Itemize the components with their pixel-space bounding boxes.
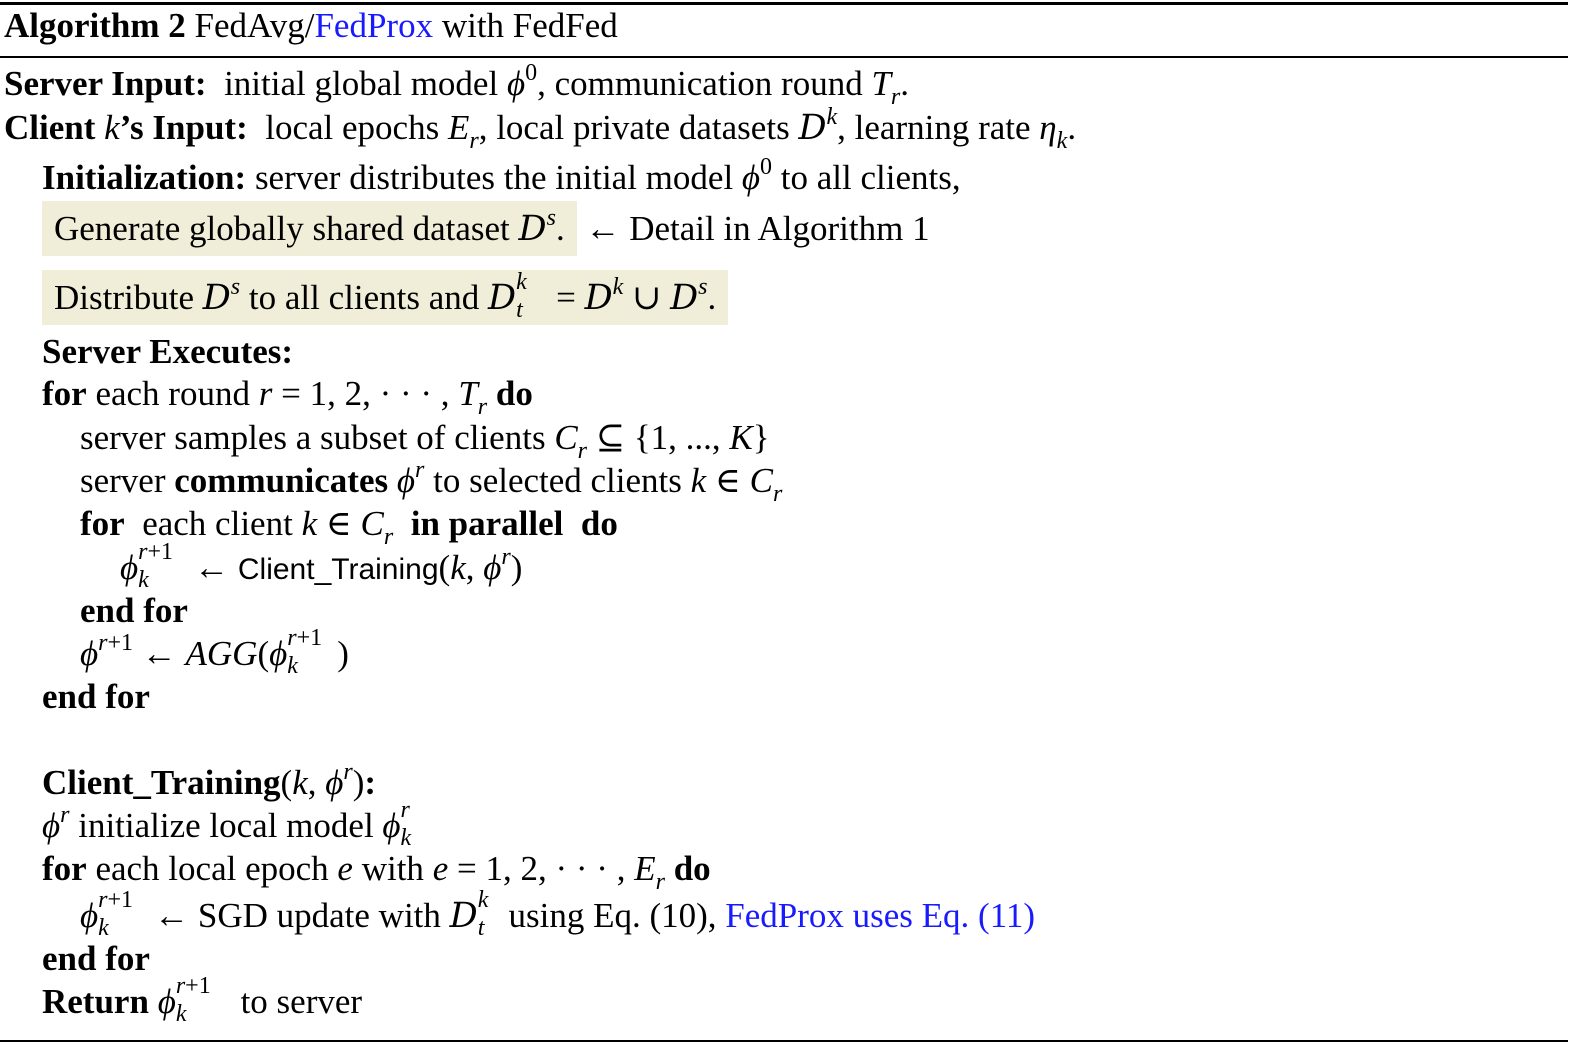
for-round-text: each round	[95, 374, 250, 413]
mid-rule	[0, 56, 1568, 58]
for-keyword: for	[42, 374, 87, 413]
client-training-call: Client_Training	[237, 553, 439, 586]
do-keyword: do	[495, 374, 533, 413]
client-input-line: Client k’s Input: local epochs $E_r$, local private datasets $D^k$, learning rate $\eta_k$.	[4, 104, 1077, 154]
communicate-line: server communicates $\phi^r$ to selected clients k ∈ $C_r$	[80, 457, 783, 507]
server-input-text: initial global model	[224, 64, 499, 103]
for-keyword: for	[42, 849, 87, 888]
top-rule	[0, 2, 1568, 5]
distribute-line	[42, 269, 728, 323]
client-input-label: Client	[4, 108, 96, 147]
communicate-text-c: to selected clients	[433, 461, 682, 500]
client-training-call-line: ϕ r+1 k ← Client_Training(k, $\phi^r$)	[120, 539, 523, 593]
title-suffix: with FedFed	[433, 6, 618, 45]
for-client-line: for each client k ∈ $C_r$ in parallel do	[80, 504, 618, 550]
communicate-keyword: communicates	[174, 461, 389, 500]
title-prefix: FedAvg/	[194, 6, 315, 45]
initialization-label: Initialization:	[42, 158, 247, 197]
sample-text: server samples a subset of clients	[80, 418, 546, 457]
sgd-update-line: ϕ r+1 k ← SGD update with D k t using Eq. (10), FedProx uses Eq. (11)	[80, 887, 1036, 941]
client-input-mid: , local private datasets	[478, 108, 790, 147]
end-for-inner-line	[80, 591, 188, 631]
server-input-label: Server Input:	[4, 64, 207, 103]
generate-highlight: Generate globally shared dataset $D^s$.	[42, 201, 577, 256]
end-for-keyword: end for	[42, 939, 150, 978]
client-training-label: Client_Training	[42, 763, 281, 802]
client-input-text: local epochs	[265, 108, 440, 147]
return-line: Return ϕ r+1 k to server	[42, 973, 363, 1027]
server-input-line: Server Input: initial global model $\phi^0$, communication round $T_r$.	[4, 60, 910, 110]
do-keyword: do	[580, 504, 618, 543]
generate-text: Generate globally shared dataset	[54, 209, 510, 248]
aggregate-line: $\phi^{r+1}$ ← AGG(ϕ r+1 k )	[80, 625, 349, 679]
distribute-text: Distribute	[54, 278, 194, 317]
client-input-label-suffix: ’s Input:	[119, 108, 248, 147]
fedprox-link[interactable]: FedProx	[314, 6, 434, 45]
init-local-text: initialize local model	[78, 806, 374, 845]
return-text: to server	[240, 982, 363, 1021]
generate-comment: ← Detail in Algorithm 1	[585, 209, 930, 248]
communicate-text-a: server	[80, 461, 166, 500]
end-for-outer-line	[42, 677, 150, 717]
initialization-text: server distributes the initial model	[254, 158, 734, 197]
fedprox-equation-link[interactable]: FedProx uses Eq. (11)	[725, 896, 1036, 935]
in-parallel-keyword: in parallel	[410, 504, 564, 543]
sgd-text: ← SGD update with	[154, 896, 441, 935]
for-keyword: for	[80, 504, 125, 543]
bottom-rule	[0, 1040, 1568, 1042]
initialization-line: Initialization: server distributes the initial model $\phi^0$ to all clients,	[42, 154, 961, 197]
with-text: with	[361, 849, 424, 888]
distribute-text-b: to all clients and	[248, 278, 480, 317]
server-executes-line	[42, 332, 293, 372]
end-for-keyword: end for	[80, 591, 188, 630]
sample-line: server samples a subset of clients $C_r$ ⊆ {1, ..., K}	[80, 418, 770, 464]
server-input-rest: , communication round	[537, 64, 863, 103]
for-round-line: for each round r = 1, 2, · · · , $T_r$ do	[42, 374, 533, 420]
for-epoch-text: each local epoch	[95, 849, 329, 888]
generate-line	[42, 205, 930, 253]
initialization-rest: to all clients,	[780, 158, 961, 197]
client-training-header-line: Client_Training(k, $\phi^r$):	[42, 759, 377, 802]
for-epoch-line: for each local epoch e with e = 1, 2, · · · , $E_r$ do	[42, 849, 711, 895]
client-input-rest: , learning rate	[837, 108, 1031, 147]
end-for-epoch-line	[42, 939, 150, 979]
algorithm-number: Algorithm 2	[4, 6, 186, 45]
server-executes-label: Server Executes:	[42, 332, 294, 371]
do-keyword: do	[673, 849, 711, 888]
init-local-line: $\phi^r$ initialize local model ϕ r k	[42, 797, 412, 851]
sgd-using-text: using Eq. (10),	[508, 896, 717, 935]
algorithm-title	[4, 6, 618, 46]
end-for-keyword: end for	[42, 677, 150, 716]
agg-function: AGG	[185, 634, 258, 673]
distribute-highlight: Distribute $D^s$ to all clients and D k t = $D^k$ ∪ $D^s$.	[42, 270, 728, 325]
for-client-text: each client	[142, 504, 293, 543]
return-keyword: Return	[42, 982, 149, 1021]
